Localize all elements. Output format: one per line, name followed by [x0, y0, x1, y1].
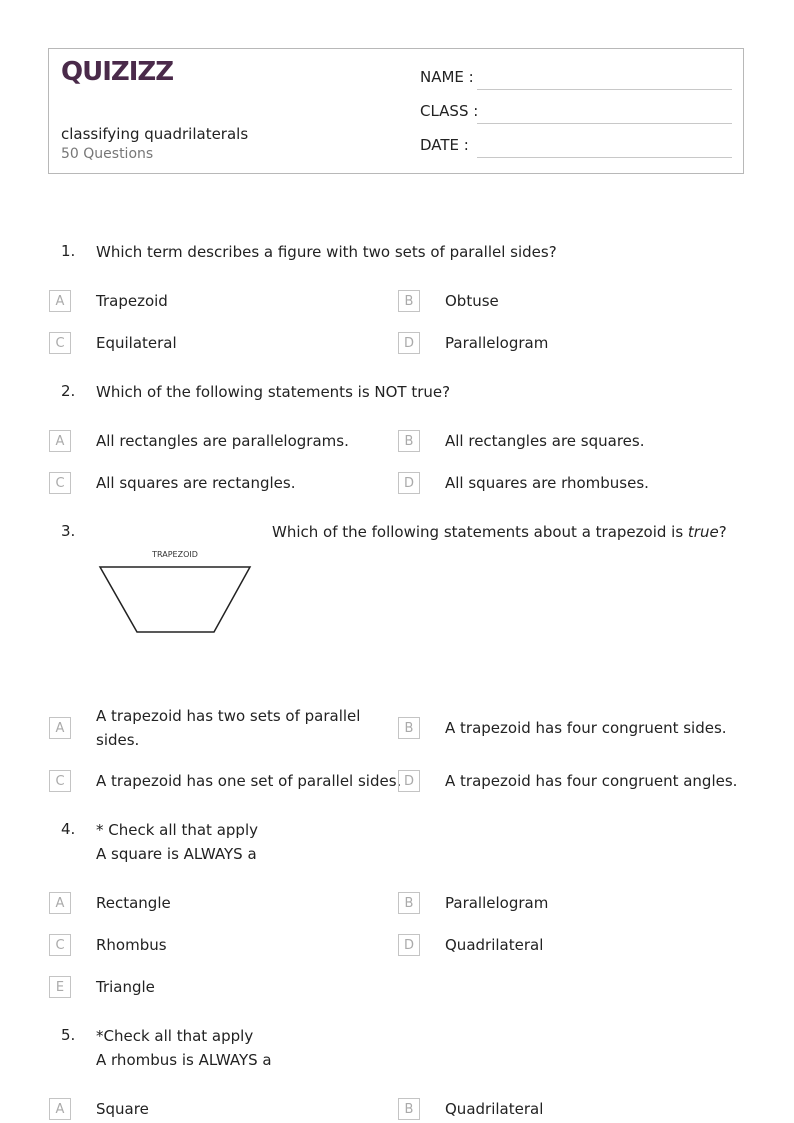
option-text: Rhombus: [96, 936, 167, 954]
trapezoid-figure: [96, 542, 256, 638]
question-text: A rhombus is ALWAYS a: [96, 1051, 272, 1069]
question-number: 4.: [61, 820, 76, 838]
option-letter-box[interactable]: C: [49, 332, 71, 354]
option-letter-box[interactable]: D: [398, 770, 420, 792]
option-letter-box[interactable]: A: [49, 290, 71, 312]
option-letter-box[interactable]: D: [398, 934, 420, 956]
option-text: Quadrilateral: [445, 1100, 544, 1118]
option-letter-box[interactable]: A: [49, 892, 71, 914]
question-number: 5.: [61, 1026, 76, 1044]
option-letter-box[interactable]: B: [398, 290, 420, 312]
class-field[interactable]: [477, 123, 732, 124]
option-text: A trapezoid has two sets of parallel sides.: [96, 707, 361, 749]
option-letter-box[interactable]: B: [398, 892, 420, 914]
option-text: Equilateral: [96, 334, 177, 352]
option-letter-box[interactable]: E: [49, 976, 71, 998]
option-text: A trapezoid has one set of parallel sides.: [96, 772, 402, 790]
option-letter-box[interactable]: C: [49, 770, 71, 792]
option-text: Trapezoid: [96, 292, 168, 310]
option-letter-box[interactable]: B: [398, 1098, 420, 1120]
date-field[interactable]: [477, 157, 732, 158]
option-letter-box[interactable]: C: [49, 934, 71, 956]
option-text: A trapezoid has four congruent sides.: [445, 719, 727, 737]
trapezoid-label: TRAPEZOID: [152, 550, 198, 559]
question-number: 1.: [61, 242, 76, 260]
class-label: CLASS :: [420, 102, 479, 120]
option-text: All squares are rhombuses.: [445, 474, 649, 492]
option-letter-box[interactable]: B: [398, 717, 420, 739]
question-text: Which of the following statements about a trapezoid is true?: [272, 523, 727, 541]
option-letter-box[interactable]: C: [49, 472, 71, 494]
question-text: Which of the following statements is NOT true?: [96, 383, 451, 401]
trapezoid-shape: [100, 567, 250, 632]
option-text: A trapezoid has four congruent angles.: [445, 772, 738, 790]
option-text: All rectangles are squares.: [445, 432, 645, 450]
quizizz-logo: QUIZIZZ: [61, 57, 174, 87]
option-text: Parallelogram: [445, 334, 549, 352]
question-text: A square is ALWAYS a: [96, 845, 257, 863]
option-text: Quadrilateral: [445, 936, 544, 954]
option-letter-box[interactable]: A: [49, 1098, 71, 1120]
name-label: NAME :: [420, 68, 474, 86]
question-instruction: *Check all that apply: [96, 1027, 254, 1045]
option-text: Rectangle: [96, 894, 171, 912]
option-text: Obtuse: [445, 292, 499, 310]
option-text: All rectangles are parallelograms.: [96, 432, 349, 450]
option-text: All squares are rectangles.: [96, 474, 296, 492]
question-number: 3.: [61, 522, 76, 540]
date-label: DATE :: [420, 136, 469, 154]
option-letter-box[interactable]: B: [398, 430, 420, 452]
option-letter-box[interactable]: A: [49, 430, 71, 452]
option-letter-box[interactable]: D: [398, 472, 420, 494]
option-letter-box[interactable]: D: [398, 332, 420, 354]
worksheet-title: classifying quadrilaterals: [61, 125, 249, 143]
option-text: Triangle: [96, 978, 155, 996]
question-text: Which term describes a figure with two sets of parallel sides?: [96, 243, 557, 261]
option-text: Square: [96, 1100, 149, 1118]
name-field[interactable]: [477, 89, 732, 90]
question-instruction: * Check all that apply: [96, 821, 258, 839]
question-count: 50 Questions: [61, 146, 154, 162]
option-text: Parallelogram: [445, 894, 549, 912]
option-letter-box[interactable]: A: [49, 717, 71, 739]
question-number: 2.: [61, 382, 76, 400]
